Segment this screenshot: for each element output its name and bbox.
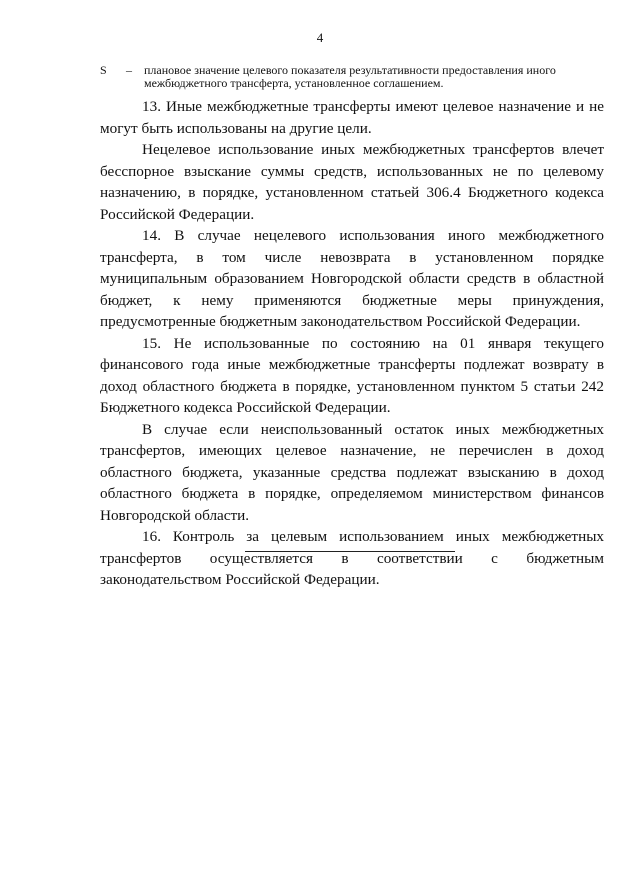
legend-dash: – bbox=[126, 63, 132, 77]
legend-symbol: S bbox=[100, 63, 107, 77]
end-divider-line bbox=[245, 551, 455, 552]
paragraph-14: 14. В случае нецелевого использования иного межбюджетного трансферта, в том числе невозврата в установленном порядке муниципальным образованием Новгородской области средств в областной бюджет, к нему применяются бюджетные меры принуждения, предусмотренные бюджетным законодательством Российской Федерации. bbox=[100, 227, 604, 330]
paragraph-unused-balance: В случае если неиспользованный остаток иных межбюджетных трансфертов, имеющих целевое назначение, не перечислен в доход областного бюджета, указанные средства подлежат взысканию в доход областного бюджета в порядке, определяемом министерством финансов Новгородской области. bbox=[100, 420, 604, 524]
formula-legend bbox=[100, 64, 600, 90]
paragraph-13: 13. Иные межбюджетные трансферты имеют целевое назначение и не могут быть использованы на другие цели. bbox=[100, 98, 604, 137]
document-body bbox=[100, 96, 604, 591]
legend-text: плановое значение целевого показателя результативности предоставления иного межбюджетного трансферта, установленное соглашением. bbox=[144, 63, 556, 90]
page-number: 4 bbox=[316, 30, 324, 45]
paragraph-16: 16. Контроль за целевым использованием иных межбюджетных трансфертов осуществляется в соответствии с бюджетным законодательством Российской Федерации. bbox=[100, 528, 604, 588]
paragraph-15: 15. Не использованные по состоянию на 01 января текущего финансового года иные межбюджетные трансферты подлежат возврату в доход областного бюджета в порядке, установленном пунктом 5 статьи 242 Бюджетного кодекса Российской Федерации. bbox=[100, 334, 604, 416]
paragraph-misuse: Нецелевое использование иных межбюджетных трансфертов влечет бесспорное взыскание суммы средств, использованных не по целевому назначению, в порядке, установленном статьей 306.4 Бюджетного кодекса Российской Федерации. bbox=[100, 141, 604, 223]
